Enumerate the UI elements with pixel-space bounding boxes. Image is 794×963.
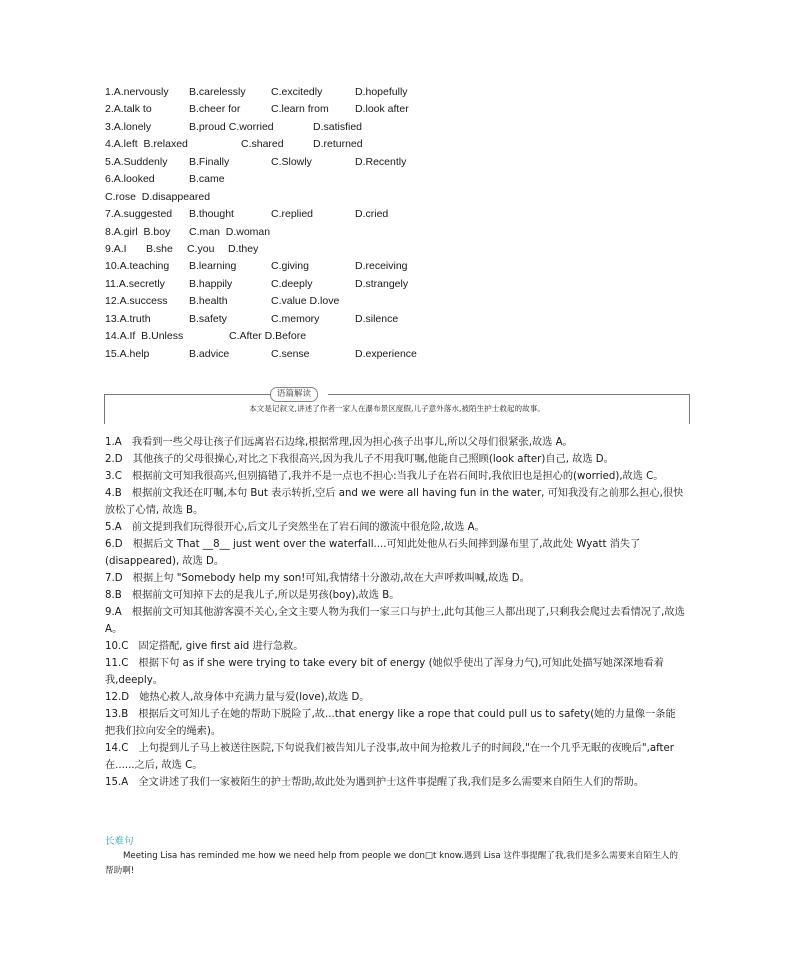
explanation-3: 3.C 根据前文可知我很高兴,但别搞错了,我并不是一点也不担心:当我儿子在岩石间时,我依旧也是担心的(worried),故选 C。 [105,471,664,482]
option-row-12: 11.A.secretly B.happily C.deeply D.strangely [105,277,409,290]
explanation-4: 4.B 根据前文我还在叮嘱,本句 But 表示转折,空后 and we were all having fun in the water, 可知我没有之前那么担心,很快放松了心情, 故选 B。 [105,488,684,516]
explanation-8: 8.B 根据前文可知掉下去的是我儿子,所以是男孩(boy),故选 B。 [105,590,400,601]
option-row-5: 5.A.Suddenly B.Finally C.Slowly D.Recently [105,155,407,168]
explanation-6: 6.D 根据后文 That __8__ just went over the waterfall....可知此处他从石头间摔到瀑布里了,故此处 Wyatt 消失了(disappeared), 故选 D。 [105,539,641,567]
explanation-7: 7.D 根据上句 "Somebody help my son!可知,我情绪十分激动,故在大声呼救叫喊,故选 D。 [105,573,530,584]
explanation-9: 9.A 根据前文可知其他游客漠不关心,全文主要人物为我们一家三口与护士,此句其他三人都出现了,只剩我会爬过去看情况了,故选 A。 [105,607,685,635]
option-row-9: 8.A.girl B.boy C.man D.woman [105,225,271,238]
explanation-13: 13.B 根据后文可知儿子在她的帮助下脱险了,故...that energy like a rope that could pull us to safety(她的力量像一条能把我们拉向安全的绳索)。 [105,709,676,737]
explanation-10: 10.C 固定搭配, give first aid 进行急救。 [105,641,304,652]
option-row-13: 12.A.success B.health C.value D.love [105,295,340,308]
explanation-2: 2.D 其他孩子的父母很操心,对比之下我很高兴,因为我儿子不用我叮嘱,他能自己照顾(look after)自己, 故选 D。 [105,454,614,465]
passage-interpretation-banner [104,385,690,433]
passage-summary: 本文是记叙文,讲述了作者一家人在瀑布景区度假,儿子意外落水,被陌生护士救起的故事。 [249,404,545,413]
long-sentence-label: 长难句 [105,836,134,847]
explanation-5: 5.A 前文提到我们玩得很开心,后文儿子突然坐在了岩石间的激流中很危险,故选 A。 [105,522,485,533]
option-row-15: 14.A.If B.Unless C.After D.Before [105,330,307,343]
long-sentence-text: Meeting Lisa has reminded me how we need help from people we don□t know.遇到 Lisa 这件事提醒了我,我们是多么需要来自陌生人的帮助啊! [105,851,678,876]
banner-rule-right [328,394,690,395]
banner-tag: 语篇解读 [270,387,318,402]
explanations [105,434,685,791]
option-row-2: 2.A.talk to B.cheer for C.learn from D.look after [105,103,409,116]
long-sentence-section [105,834,685,879]
option-row-11: 10.A.teaching B.learning C.giving D.receiving [105,260,408,273]
explanation-1: 1.A 我看到一些父母让孩子们远离岩石边缘,根据常理,因为担心孩子出事儿,所以父母们很紧张,故选 A。 [105,437,573,448]
option-row-3: 3.A.lonely B.proud C.worried D.satisfied [105,120,363,133]
option-row-6: 6.A.looked B.came [105,173,225,186]
option-row-16: 15.A.help B.advice C.sense D.experience [105,347,417,360]
option-row-1: 1.A.nervously B.carelessly C.excitedly D.hopefully [105,86,408,98]
option-row-7: C.rose D.disappeared [105,190,211,203]
explanation-15: 15.A 全文讲述了我们一家被陌生的护士帮助,故此处为遇到护士这件事提醒了我,我们是多么需要来自陌生人们的帮助。 [105,777,645,788]
explanation-14: 14.C 上句提到儿子马上被送往医院,下句说我们被告知儿子没事,故中间为抢救儿子的时间段,"在一个几乎无眠的夜晚后",after 在......之后, 故选 C。 [105,743,674,771]
banner-rule-left [104,394,270,395]
option-row-10: 9.A.I B.she C.you D.they [105,242,259,255]
option-row-8: 7.A.suggested B.thought C.replied D.cried [105,208,389,221]
option-row-14: 13.A.truth B.safety C.memory D.silence [105,312,399,325]
explanation-11: 11.C 根据下句 as if she were trying to take every bit of energy (她似乎使出了浑身力气),可知此处描写她深深地看着我,deeply。 [105,658,664,686]
explanation-12: 12.D 她热心救人,故身体中充满力量与爱(love),故选 D。 [105,692,370,703]
option-row-4: 4.A.left B.relaxed C.shared D.returned [105,138,363,151]
options-list [105,84,417,363]
